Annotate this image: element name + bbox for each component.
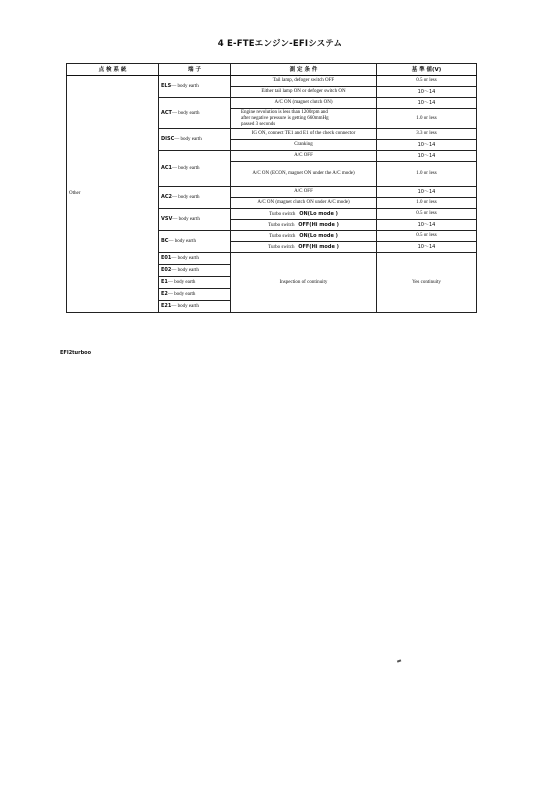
mode-label: OFF(Hi mode ) xyxy=(298,243,339,250)
table-row xyxy=(67,76,477,87)
condition-prefix: Turbo switch xyxy=(268,222,295,228)
condition-prefix: Turbo switch xyxy=(269,233,296,239)
condition-cell xyxy=(231,242,377,253)
mode-label: OFF(Hi mode ) xyxy=(298,221,339,228)
terminal-suffix: ― body earth xyxy=(172,217,200,222)
condition-cell: A/C OFF xyxy=(231,187,377,198)
terminal-e02 xyxy=(159,265,231,277)
table-header-row xyxy=(67,64,477,76)
condition-continuity: Inspection of continuity xyxy=(231,253,377,313)
terminal-code: DISC xyxy=(161,136,175,142)
terminal-e21 xyxy=(159,301,231,313)
terminal-suffix: ― body earth xyxy=(171,304,199,309)
inspection-table xyxy=(66,63,477,313)
condition-cell: IG ON, connect TE1 and E1 of the check connector xyxy=(231,129,377,140)
standard-cell: 10～14 xyxy=(377,140,477,151)
standard-cell: 10～14 xyxy=(377,220,477,231)
terminal-e01 xyxy=(159,253,231,265)
standard-cell: 0.5 or less xyxy=(377,209,477,220)
condition-cell xyxy=(231,209,377,220)
standard-cell: 3.3 or less xyxy=(377,129,477,140)
standard-cell: 10～14 xyxy=(377,87,477,98)
condition-cell xyxy=(231,109,377,129)
condition-cell: A/C ON (magnet clutch ON) xyxy=(231,98,377,109)
condition-prefix: Turbo switch xyxy=(269,211,296,217)
terminal-code: AC2 xyxy=(161,194,173,200)
terminal-code: AC1 xyxy=(161,165,173,171)
condition-cell xyxy=(231,231,377,242)
terminal-suffix: ― body earth xyxy=(172,195,200,200)
terminal-suffix: ― body earth xyxy=(171,110,200,116)
standard-cell: 0.5 or less xyxy=(377,231,477,242)
terminal-suffix: ― body earth xyxy=(167,280,196,285)
terminal-vsv xyxy=(159,209,231,231)
standard-cell: 10～14 xyxy=(377,98,477,109)
page-title: 4 E-FTEエンジン-EFIシステム xyxy=(217,39,343,49)
condition-cell: A/C OFF xyxy=(231,151,377,162)
condition-cell: Cranking xyxy=(231,140,377,151)
condition-line: passed 3 seconds xyxy=(241,121,276,127)
terminal-e1 xyxy=(159,277,231,289)
terminal-code: BC xyxy=(161,238,169,244)
standard-cell: 1.0 or less xyxy=(377,198,477,209)
terminal-code: E1 xyxy=(161,279,168,285)
terminal-code: E2 xyxy=(161,291,168,297)
terminal-bc xyxy=(159,231,231,253)
terminal-ac1 xyxy=(159,151,231,187)
condition-cell xyxy=(231,220,377,231)
terminal-code: VSV xyxy=(161,216,173,222)
header-standard: 基 準 値(V) xyxy=(377,64,477,76)
scan-speck xyxy=(397,659,401,662)
mode-label: ON(Lo mode ) xyxy=(299,232,338,239)
standard-cell: 1.0 or less xyxy=(377,109,477,129)
terminal-suffix: ― body earth xyxy=(171,84,199,89)
terminal-suffix: ― body earth xyxy=(171,268,199,273)
standard-continuity: Yes continuity xyxy=(377,253,477,313)
terminal-code: ACT xyxy=(161,109,172,116)
terminal-code: ELS xyxy=(161,83,172,89)
condition-cell: Tail lamp, defoger switch OFF xyxy=(231,76,377,87)
standard-cell xyxy=(377,76,477,87)
header-condition: 測 定 条 件 xyxy=(231,64,377,76)
terminal-act xyxy=(159,98,231,129)
terminal-e2 xyxy=(159,289,231,301)
standard-cell: 10～14 xyxy=(377,151,477,162)
condition-cell: A/C ON (magnet clutch ON under A/C mode) xyxy=(231,198,377,209)
terminal-code: E21 xyxy=(161,303,172,309)
condition-prefix: Turbo switch xyxy=(268,244,295,250)
terminal-disc xyxy=(159,129,231,151)
mode-label: ON(Lo mode ) xyxy=(299,210,338,217)
standard-cell: 1.0 or less xyxy=(377,162,477,187)
item-other: Other xyxy=(67,76,159,313)
terminal-ac2 xyxy=(159,187,231,209)
condition-cell: Either tail lamp ON or defoger switch ON xyxy=(231,87,377,98)
terminal-els xyxy=(159,76,231,98)
standard-value: 0.5 or less xyxy=(416,78,437,83)
condition-line: Engine revolution is less than 1200rpm and xyxy=(241,109,328,115)
terminal-suffix: ― body earth xyxy=(172,166,200,171)
terminal-suffix: ― body earth xyxy=(174,137,202,142)
terminal-suffix: ― body earth xyxy=(168,239,196,244)
header-terminal: 端 子 xyxy=(159,64,231,76)
terminal-code: E01 xyxy=(161,255,172,261)
footnote: EFI2turboo xyxy=(60,350,92,356)
terminal-suffix: ― body earth xyxy=(171,256,199,261)
standard-cell: 10～14 xyxy=(377,242,477,253)
condition-line: after negative pressure is getting 660mmHg xyxy=(241,115,329,121)
header-item: 点 検 系 統 xyxy=(67,64,159,76)
standard-cell: 10～14 xyxy=(377,187,477,198)
terminal-code: E02 xyxy=(161,267,172,273)
terminal-suffix: ― body earth xyxy=(167,292,196,297)
condition-cell: A/C ON (ECON, magnet ON under the A/C mode) xyxy=(231,162,377,187)
